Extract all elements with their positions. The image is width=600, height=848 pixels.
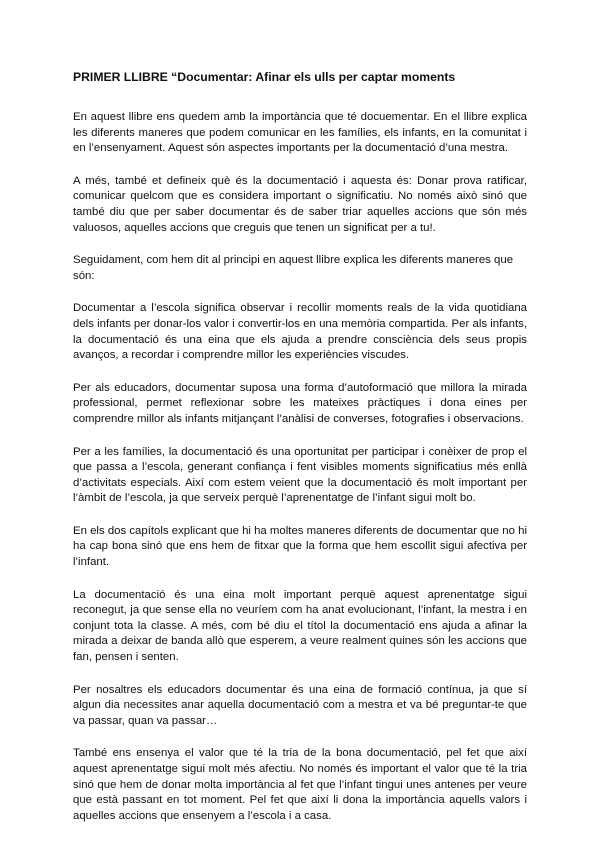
paragraph-educators: Per als educadors, documentar suposa una forma d’autoformació que millora la mirada professional, permet reflexionar sobre les mateixes pràctiques i dona eines per comprendre millor als infants mitjançant l’anàlisi de converses, fotografies i observacions. (73, 381, 527, 425)
paragraph-importance: La documentació és una eina molt important perquè aquest aprenentatge sigui reconegut, ja que sense ella no veuríem com ha anat evolucionant, l’infant, la mestra i en conjunt tota la classe. A més, com bé diu el títol la documentació ens ajuda a afinar la mirada a deixar de banda allò que esperem, a veure realment quines són les accions que fan, pensen i senten. (73, 588, 527, 664)
document-body (73, 70, 527, 841)
paragraph-chapters: En els dos capítols explicant que hi ha moltes maneres diferents de documentar que no hi ha cap bona sinó que ens hem de fitxar que la forma que hem escollit sigui afectiva per l’infant. (73, 524, 527, 569)
paragraph-ways-intro: Seguidament, com hem dit al principi en aquest llibre explica les diferents maneres que són: (73, 254, 514, 282)
paragraph-value-of-choice: També ens ensenya el valor que té la tria de la bona documentació, pel fet que així aquest aprenentatge sigui molt més afectiu. No només és important el valor que té la tria sinó que hem de donar molta importància al fet que l’infant tingui unes antenes per veure que està passant en tot moment. Pel fet que així li dona la importància aquells valors i aquelles accions que ensenyem a l’escola i a casa. (73, 747, 527, 822)
document-title: PRIMER LLIBRE “Documentar: Afinar els ulls per captar moments (73, 70, 456, 84)
paragraph-families: Per a les famílies, la documentació és una oportunitat per participar i conèixer de prop el que passa a l’escola, generant confiança i fent visibles moments significatius més enllà d’activitats especials. Així com estem veient que la documentació és molt important per l’àmbit de l’escola, ja que serveix perquè l’aprenentatge de l’infant sigui molt bo. (73, 445, 527, 505)
paragraph-definition: A més, també et defineix què és la documentació i aquesta és: Donar prova ratificar, comunicar quelcom que es considera important o significatiu. No només això sinó que també diu que per saber documentar és de saber triar aquelles accions que són més valuosos, aquelles accions que creguis que tenen un significat per a tu!. (73, 174, 527, 234)
paragraph-school: Documentar a l’escola significa observar i recollir moments reals de la vida quotidiana dels infants per donar-los valor i convertir-los en una memòria compartida. Per als infants, la documentació és una eina que els ajuda a prendre consciència dels seus propis avanços, a recordar i comprendre millor les experiències viscudes. (73, 302, 527, 362)
paragraph-continuous-training: Per nosaltres els educadors documentar és una eina de formació contínua, ja que sí algun dia necessites anar aquella documentació com a mestra et va bé preguntar-te que va passar, quan va passar… (73, 683, 527, 727)
paragraph-intro: En aquest llibre ens quedem amb la importància que té docuementar. En el llibre explica les diferents maneres que podem comunicar en les famílies, els infants, en la comunitat i en l’ensenyament. Aquest són aspectes importants per la documentació d’una mestra. (73, 111, 527, 155)
